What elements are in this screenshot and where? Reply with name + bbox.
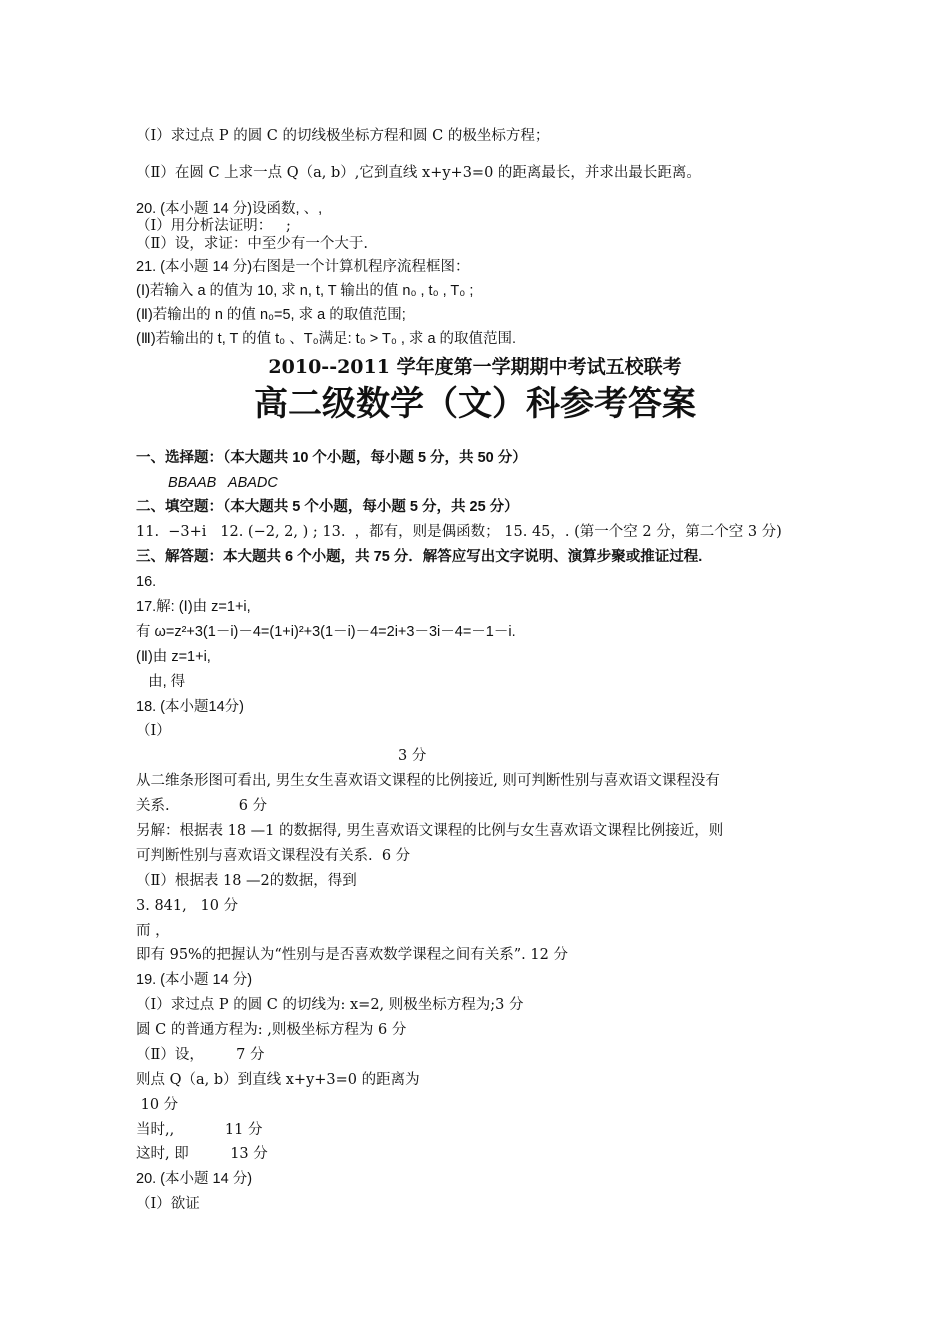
q20-head: 20. (本小题 14 分)设函数, 、, (136, 201, 323, 217)
answer-18-line5: 3. 841, 10 分 (136, 898, 239, 914)
answer-20-heading: 20. (本小题 14 分) (136, 1171, 253, 1187)
answer-17-line4: 由, 得 (136, 674, 186, 690)
answer-19-line2: 圆 C 的普通方程为: ,则极坐标方程为 6 分 (136, 1022, 407, 1038)
section1-answers: BBAAB ABADC (168, 475, 278, 491)
answer-19-line1: （Ⅰ）求过点 P 的圆 C 的切线为: x=2, 则极坐标方程为;3 分 (136, 997, 524, 1013)
q20-part1: （Ⅰ）用分析法证明： ; (136, 218, 291, 234)
answer-16: 16. (136, 574, 157, 590)
answer-title-line1: 2010--2011 学年度第一学期期中考试五校联考 (268, 356, 682, 378)
answer-19-line4: 则点 Q（a, b）到直线 x+y+3=0 的距离为 (136, 1072, 420, 1088)
section1-heading: 一、选择题：（本大题共 10 个小题，每小题 5 分，共 50 分） (136, 450, 527, 466)
answer-18-line6: 而 ， (136, 923, 170, 939)
answer-18-line2b: 关系. 6 分 (136, 798, 268, 814)
answer-18-line7: 即有 95%的把握认为“性别与是否喜欢数学课程之间有关系”. 12 分 (136, 947, 568, 963)
answer-title-line2: 高二级数学（文）科参考答案 (254, 384, 696, 424)
answer-19-line7: 这时, 即 13 分 (136, 1146, 268, 1162)
q21-part2: (Ⅱ)若输出的 n 的值 n₀=5, 求 a 的取值范围; (136, 307, 406, 323)
q21-part1: (Ⅰ)若输入 a 的值为 10, 求 n, t, T 输出的值 n₀ , t₀ , T₀ ; (136, 283, 474, 299)
q21-head: 21. (本小题 14 分)右图是一个计算机程序流程框图： (136, 259, 470, 275)
answer-18-line4: （Ⅱ）根据表 18 —2的数据，得到 (136, 873, 357, 889)
section2-heading: 二、填空题：（本大题共 5 个小题，每小题 5 分，共 25 分） (136, 499, 519, 515)
q19-part1: （Ⅰ）求过点 P 的圆 C 的切线极坐标方程和圆 C 的极坐标方程； (136, 128, 550, 144)
q19-part2: （Ⅱ）在圆 C 上求一点 Q（a, b）,它到直线 x+y+3=0 的距离最长，并求出最长距离。 (136, 165, 701, 181)
answer-19-heading: 19. (本小题 14 分) (136, 972, 253, 988)
answer-17-line3: (Ⅱ)由 z=1+i, (136, 649, 211, 665)
section2-answers: 11. −3+i 12. (−2, 2, ) ; 13. ，都有，则是偶函数； 15. 45，. (第一个空 2 分，第二个空 3 分) (136, 524, 782, 540)
answer-18-heading: 18. (本小题14分) (136, 699, 244, 715)
answer-19-line6: 当时,, 11 分 (136, 1122, 263, 1138)
answer-20-line1: （Ⅰ）欲证 (136, 1196, 200, 1212)
answer-19-line5: 10 分 (136, 1097, 179, 1113)
answer-19-line3: （Ⅱ）设， 7 分 (136, 1047, 265, 1063)
answer-18-part1: （Ⅰ） (136, 723, 171, 739)
answer-18-score: 3 分 (398, 748, 427, 764)
q20-part2: （Ⅱ）设，求证：中至少有一个大于. (136, 236, 368, 252)
q21-part3: (Ⅲ)若输出的 t, T 的值 t₀ 、T₀满足: t₀ > T₀ , 求 a 的取值范围. (136, 331, 517, 347)
answer-18-line3b: 可判断性别与喜欢语文课程没有关系. 6 分 (136, 848, 411, 864)
answer-17-line2: 有 ω=z²+3(1－i)－4=(1+i)²+3(1－i)－4=2i+3－3i－4=－1－i. (136, 624, 516, 640)
answer-18-line2a: 从二维条形图可看出, 男生女生喜欢语文课程的比例接近, 则可判断性别与喜欢语文课程没有 (136, 773, 720, 789)
section3-heading: 三、解答题：本大题共 6 个小题，共 75 分．解答应写出文字说明、演算步聚或推证过程. (136, 549, 703, 565)
answer-18-line3a: 另解：根据表 18 —1 的数据得, 男生喜欢语文课程的比例与女生喜欢语文课程比例接近，则 (136, 823, 724, 839)
answer-17-line1: 17.解: (Ⅰ)由 z=1+i, (136, 599, 251, 615)
